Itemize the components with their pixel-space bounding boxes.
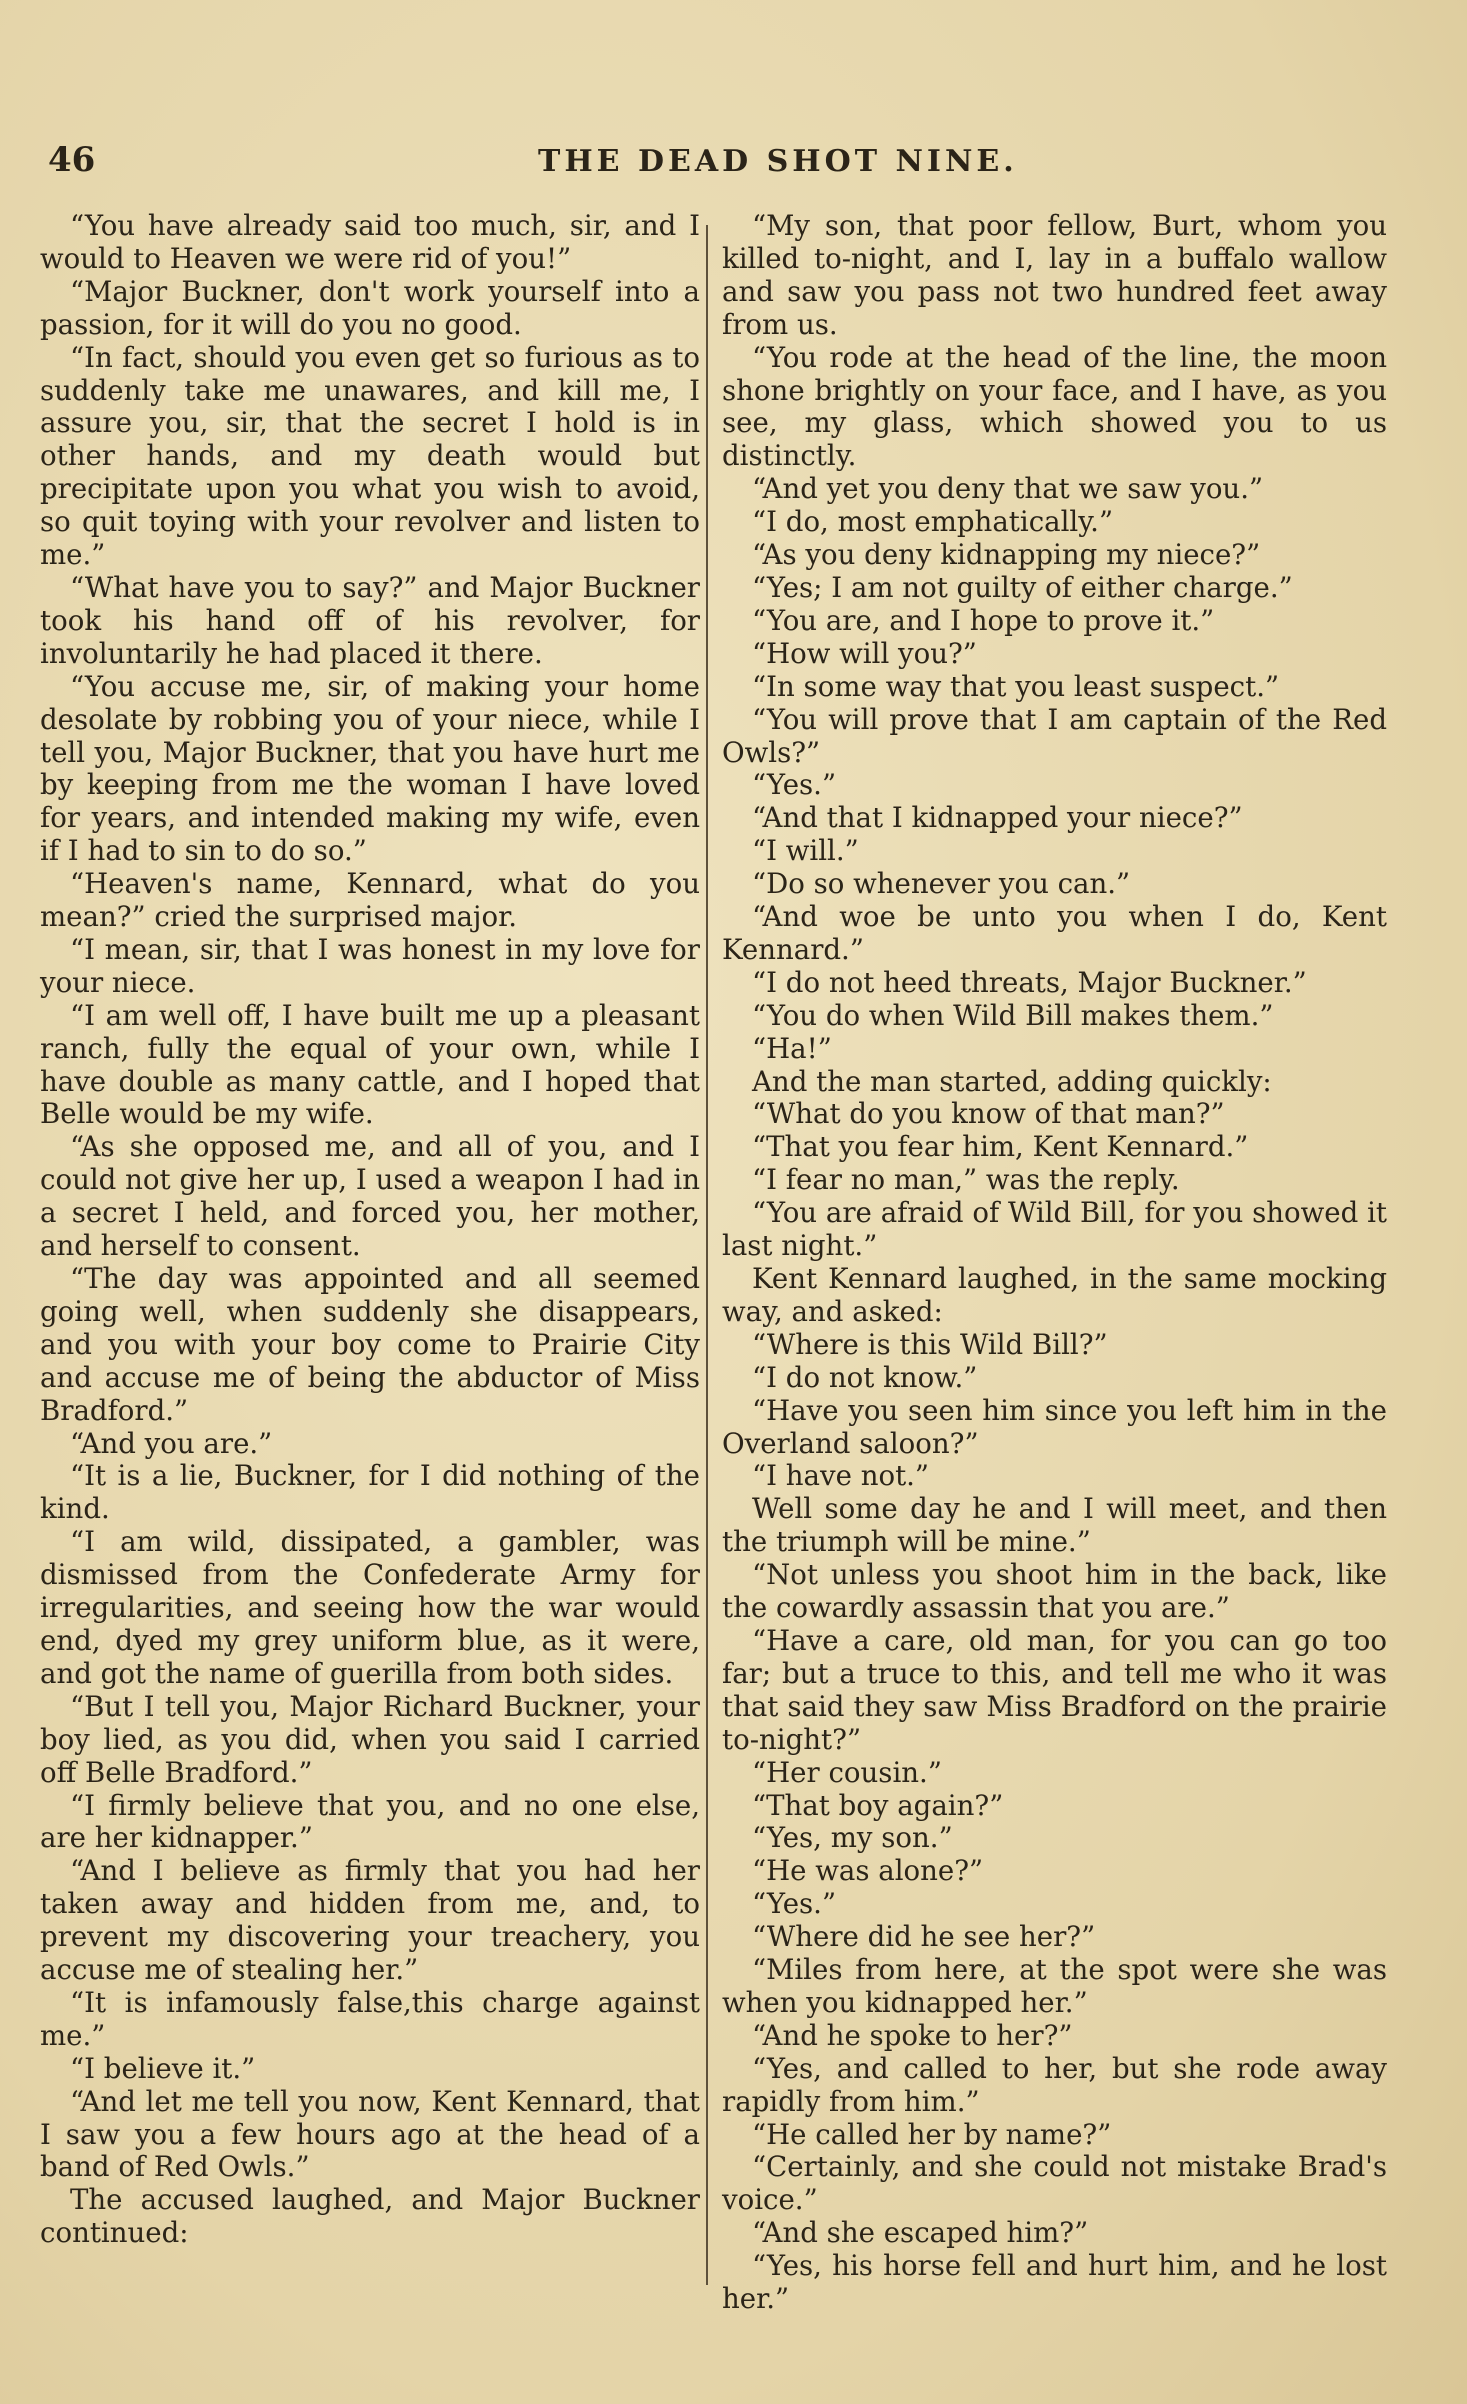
page-header [48,140,1427,190]
paragraph: “I do not heed threats, Major Buckner.” [752,965,1307,999]
paragraph: “I have not.” [752,1459,930,1493]
paragraph: “What have you to say?” and Major Buckner took his hand off of his revolver, for involuntarily he had placed it there. [40,570,700,670]
right-column [722,210,1387,2316]
paragraph: Well some day he and I will meet, and then the triumph will be mine.” [722,1492,1387,1559]
paragraph: “That you fear him, Kent Kennard.” [752,1130,1249,1164]
paragraph: “Yes, his horse fell and hurt him, and he lost her.” [722,2249,1387,2316]
paragraph: “Miles from here, at the spot were she was when you kidnapped her.” [722,1953,1387,2019]
paragraph: “I do not know.” [752,1360,978,1394]
paragraph: “Ha!” [752,1031,832,1065]
paragraph: “Heaven's name, Kennard, what do you mean?” cried the surprised major. [40,867,700,934]
paragraph: “Yes, and called to her, but she rode away rapidly from him.” [722,2051,1387,2118]
paragraph: “I am well off, I have built me up a pleasant ranch, fully the equal of your own, while I have double as many cattle, and I hoped that Belle would be my wife. [40,998,700,1131]
paragraph: “It is infamously false,this charge against me.” [40,1985,700,2052]
paragraph: “The day was appointed and all seemed going well, when suddenly she disappears, and you with your boy come to Prairie City and accuse me of being the abductor of Miss Bradford.” [40,1262,700,1427]
paragraph: “Major Buckner, don't work yourself into a passion, for it will do you no good. [40,274,700,341]
paragraph: “And I believe as firmly that you had her taken away and hidden from me, and, to prevent my discovering your treachery, you accuse me of stealing her.” [40,1854,700,1987]
paragraph: “Yes, my son.” [752,1821,953,1855]
running-title: THE DEAD SHOT NINE. [538,144,1018,179]
paragraph: “How will you?” [752,636,977,670]
paragraph: “And woe be unto you when I do, Kent Kennard.” [722,900,1387,966]
paragraph: “In fact, should you even get so furious as to suddenly take me unawares, and kill me, I assure you, sir, that the secret I hold is in other hands, and my death would but precipitate upon you what you wish to avoid, so quit toying with your revolver and listen to me.” [40,340,700,572]
paragraph: “Yes; I am not guilty of either charge.” [752,570,1293,604]
paragraph: “And she escaped him?” [752,2216,1089,2250]
paragraph: “Have a care, old man, for you can go too far; but a truce to this, and tell me who it was that said they saw Miss Bradford on the prairie to-night?” [722,1623,1387,1756]
paragraph: “Yes.” [752,1887,837,1921]
paragraph: “I will.” [752,834,859,868]
column-rule [706,225,708,2285]
paragraph: “You are, and I hope to prove it.” [752,603,1215,637]
paragraph: “Certainly, and she could not mistake Brad's voice.” [722,2150,1387,2217]
paragraph: “I do, most emphatically.” [752,505,1114,539]
paragraph: “And that I kidnapped your niece?” [752,801,1243,835]
paragraph: “I fear no man,” was the reply. [752,1163,1180,1197]
paragraph: “What do you know of that man?” [752,1097,1225,1131]
paragraph: “But I tell you, Major Richard Buckner, your boy lied, as you did, when you said I carried off Belle Bradford.” [40,1689,700,1789]
paragraph: “Yes.” [752,768,837,802]
paragraph: And the man started, adding quickly: [752,1064,1272,1098]
paragraph: “And yet you deny that we saw you.” [752,472,1264,506]
paragraph: “I mean, sir, that I was honest in my love for your niece. [40,932,700,999]
paragraph: “You are afraid of Wild Bill, for you showed it last night.” [722,1196,1387,1263]
paragraph: “As you deny kidnapping my niece?” [752,538,1261,572]
paragraph: Kent Kennard laughed, in the same mocking way, and asked: [722,1262,1387,1328]
paragraph: “And he spoke to her?” [752,2018,1073,2052]
paragraph: “You have already said too much, sir, and I would to Heaven we were rid of you!” [40,209,700,275]
paragraph: “I am wild, dissipated, a gambler, was dismissed from the Confederate Army for irregularities, and seeing how the war would end, dyed my grey uniform blue, as it were, and got the name of guerilla from both sides. [40,1525,700,1690]
paragraph: “Not unless you shoot him in the back, like the cowardly assassin that you are.” [722,1558,1387,1625]
paragraph: “You rode at the head of the line, the moon shone brightly on your face, and I have, as you see, my glass, which showed you to us distinctly. [722,340,1387,473]
paragraph: “And let me tell you now, Kent Kennard, that I saw you a few hours ago at the head of a band of Red Owls.” [40,2084,700,2184]
paragraph: “Do so whenever you can.” [752,867,1131,901]
paragraph: “I believe it.” [70,2051,256,2085]
left-column [40,210,700,2250]
paragraph: “Where did he see her?” [752,1920,1096,1954]
paragraph: “You will prove that I am captain of the Red Owls?” [722,702,1387,769]
paragraph: “You accuse me, sir, of making your home desolate by robbing you of your niece, while I tell you, Major Buckner, that you have hurt me by keeping from me the woman I have loved for years, and intended making my wife, even if I had to sin to do so.” [40,669,700,868]
paragraph: “In some way that you least suspect.” [752,669,1280,703]
paragraph: “Her cousin.” [752,1755,942,1789]
paragraph: “He called her by name?” [752,2117,1112,2151]
paragraph: “As she opposed me, and all of you, and I could not give her up, I used a weapon I had in a secret I held, and forced you, her mother, and herself to consent. [40,1130,700,1263]
page-number: 46 [48,140,96,180]
paragraph: “I firmly believe that you, and no one else, are her kidnapper.” [40,1788,700,1855]
paragraph: “It is a lie, Buckner, for I did nothing of the kind. [40,1459,700,1526]
paragraph: “That boy again?” [752,1788,1004,1822]
paragraph: The accused laughed, and Major Buckner continued: [40,2183,700,2250]
paragraph: “And you are.” [70,1426,273,1460]
paragraph: “Where is this Wild Bill?” [752,1327,1108,1361]
paragraph: “He was alone?” [752,1854,984,1888]
paragraph: “My son, that poor fellow, Burt, whom you killed to-night, and I, lay in a buffalo wallow and saw you pass not two hundred feet away from us. [722,209,1387,341]
paragraph: “Have you seen him since you left him in the Overland saloon?” [722,1393,1387,1460]
paragraph: “You do when Wild Bill makes them.” [752,998,1274,1032]
